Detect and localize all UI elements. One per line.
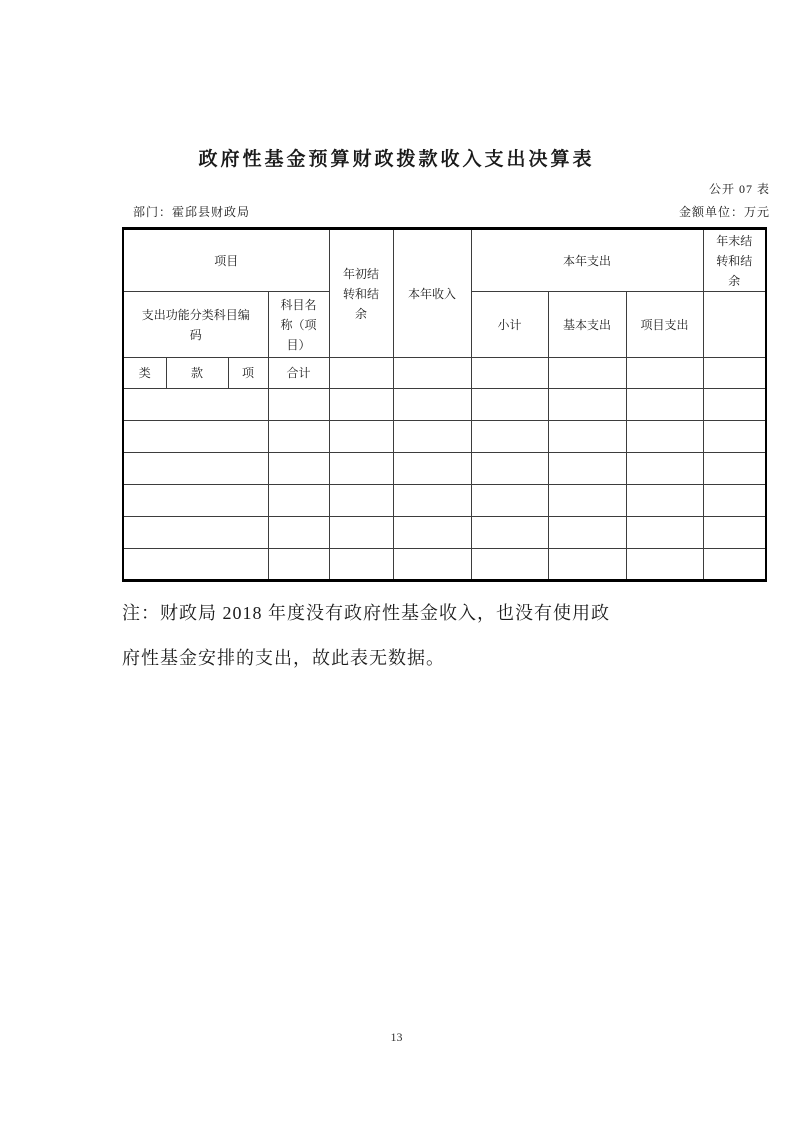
budget-table bbox=[122, 227, 767, 582]
header-subject-name: 科目名称（项目） bbox=[268, 292, 329, 358]
subheader-row bbox=[123, 358, 766, 389]
empty-cell bbox=[268, 453, 329, 485]
empty-cell bbox=[548, 389, 626, 421]
empty-cell bbox=[471, 517, 548, 549]
header-closing-balance: 年末结转和结余 bbox=[703, 229, 766, 292]
empty-cell bbox=[123, 421, 268, 453]
empty-cell bbox=[703, 389, 766, 421]
header-class: 类 bbox=[123, 358, 166, 389]
table-row bbox=[123, 389, 766, 421]
empty-cell bbox=[548, 453, 626, 485]
table-code-label: 公开 07 表 bbox=[708, 182, 770, 196]
empty-cell bbox=[123, 517, 268, 549]
empty-cell bbox=[471, 453, 548, 485]
header-current-expenditure: 本年支出 bbox=[471, 229, 703, 292]
empty-cell bbox=[123, 549, 268, 581]
page-title: 政府性基金预算财政拨款收入支出决算表 bbox=[198, 149, 595, 170]
empty-cell bbox=[471, 549, 548, 581]
header-opening-balance: 年初结转和结余 bbox=[329, 229, 393, 358]
empty-cell bbox=[626, 389, 703, 421]
table-row bbox=[123, 421, 766, 453]
empty-cell bbox=[393, 549, 471, 581]
empty-cell bbox=[548, 549, 626, 581]
empty-cell bbox=[329, 485, 393, 517]
empty-cell bbox=[471, 358, 548, 389]
note-text: 注：财政局 2018 年度没有政府性基金收入，也没有使用政府性基金安排的支出，故此表无数据。 bbox=[122, 603, 610, 668]
empty-cell bbox=[548, 358, 626, 389]
empty-cell bbox=[123, 453, 268, 485]
header-subtotal: 小计 bbox=[471, 292, 548, 358]
empty-cell bbox=[123, 389, 268, 421]
empty-cell bbox=[626, 517, 703, 549]
empty-cell bbox=[626, 549, 703, 581]
header-current-income: 本年收入 bbox=[393, 229, 471, 358]
header-project-expenditure: 项目支出 bbox=[626, 292, 703, 358]
empty-cell bbox=[329, 453, 393, 485]
empty-cell bbox=[268, 389, 329, 421]
empty-cell bbox=[329, 421, 393, 453]
header-item: 项 bbox=[228, 358, 268, 389]
empty-cell bbox=[471, 421, 548, 453]
empty-cell bbox=[703, 453, 766, 485]
empty-cell bbox=[329, 389, 393, 421]
empty-cell bbox=[626, 421, 703, 453]
table-row bbox=[123, 453, 766, 485]
header-basic-expenditure: 基本支出 bbox=[548, 292, 626, 358]
empty-cell bbox=[393, 517, 471, 549]
empty-cell bbox=[471, 485, 548, 517]
empty-cell bbox=[626, 358, 703, 389]
empty-cell bbox=[268, 517, 329, 549]
empty-cell bbox=[703, 292, 766, 358]
header-row-1 bbox=[123, 229, 766, 292]
empty-cell bbox=[703, 358, 766, 389]
empty-cell bbox=[548, 421, 626, 453]
empty-cell bbox=[393, 485, 471, 517]
department-label: 部门：霍邱县财政局 bbox=[133, 205, 251, 219]
empty-cell bbox=[123, 485, 268, 517]
header-project: 项目 bbox=[123, 229, 329, 292]
empty-cell bbox=[268, 485, 329, 517]
table-row bbox=[123, 517, 766, 549]
empty-cell bbox=[703, 421, 766, 453]
header-function-code: 支出功能分类科目编码 bbox=[123, 292, 268, 358]
empty-cell bbox=[703, 485, 766, 517]
empty-cell bbox=[548, 517, 626, 549]
empty-cell bbox=[626, 453, 703, 485]
empty-cell bbox=[329, 517, 393, 549]
empty-cell bbox=[268, 421, 329, 453]
empty-cell bbox=[393, 389, 471, 421]
empty-cell bbox=[329, 549, 393, 581]
empty-cell bbox=[393, 421, 471, 453]
header-section: 款 bbox=[166, 358, 228, 389]
empty-cell bbox=[703, 517, 766, 549]
empty-cell bbox=[548, 485, 626, 517]
empty-cell bbox=[393, 453, 471, 485]
unit-label: 金额单位：万元 bbox=[678, 205, 770, 219]
page-number: 13 bbox=[390, 1030, 403, 1044]
empty-cell bbox=[268, 549, 329, 581]
empty-cell bbox=[329, 358, 393, 389]
empty-cell bbox=[471, 389, 548, 421]
empty-cell bbox=[626, 485, 703, 517]
table-row bbox=[123, 549, 766, 581]
table-row bbox=[123, 485, 766, 517]
empty-cell bbox=[703, 549, 766, 581]
empty-cell bbox=[393, 358, 471, 389]
total-row-label: 合计 bbox=[268, 358, 329, 389]
